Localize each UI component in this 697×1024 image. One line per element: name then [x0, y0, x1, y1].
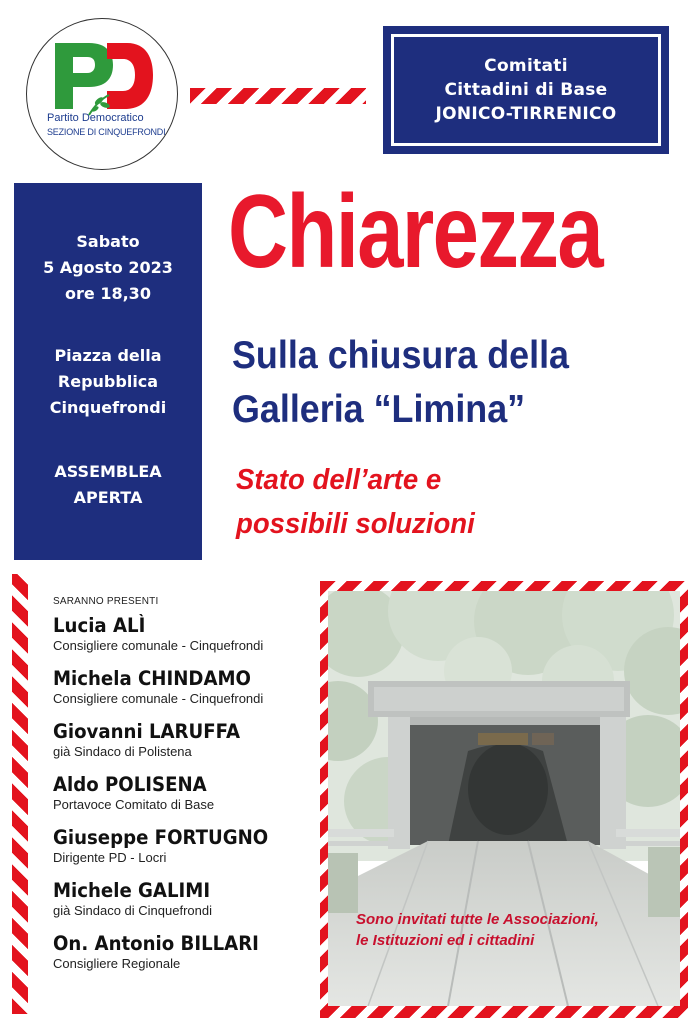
guest-item [53, 667, 266, 707]
comitati-line-3: JONICO-TIRRENICO [435, 104, 617, 124]
event-info-box [14, 183, 202, 560]
comitati-frame [391, 34, 661, 146]
logo-party-name: Partito Democratico [47, 112, 144, 124]
guest-name: Michela CHINDAMO [53, 667, 251, 690]
guest-name: Aldo POLISENA [53, 773, 207, 796]
hazard-stripe-left [12, 574, 28, 1014]
tagline-line-1: Stato dell’arte e [236, 464, 442, 496]
guest-item [53, 879, 222, 919]
comitati-box [383, 26, 669, 154]
comitati-line-2: Cittadini di Base [444, 80, 608, 100]
guest-name: Michele GALIMI [53, 879, 211, 902]
hazard-stripe-top [190, 88, 366, 104]
guest-name: Lucia ALÌ [53, 614, 146, 637]
guest-item [53, 826, 284, 866]
guests-heading: SARANNO PRESENTI [53, 596, 159, 607]
guest-item [53, 720, 254, 760]
tunnel-photo [328, 591, 680, 1006]
event-place-line-1: Piazza della [54, 346, 162, 365]
event-place-line-3: Cinquefrondi [49, 398, 167, 417]
comitati-line-1: Comitati [484, 56, 568, 76]
headline: Chiarezza [228, 174, 603, 290]
tagline-line-2: possibili soluzioni [236, 508, 475, 540]
event-datetime [14, 229, 202, 307]
event-time: ore 18,30 [65, 284, 151, 303]
invite-line-2: le Istituzioni ed i cittadini [356, 932, 535, 949]
event-type-line-2: APERTA [73, 488, 143, 507]
guest-role: Dirigente PD - Locri [53, 850, 167, 865]
event-place-line-2: Repubblica [57, 372, 159, 391]
guest-item [53, 932, 274, 972]
guest-name: Giovanni LARUFFA [53, 720, 240, 743]
subhead-line-1: Sulla chiusura della [232, 334, 569, 377]
guest-role: già Sindaco di Polistena [53, 744, 192, 759]
pd-logo-mark-icon [49, 35, 157, 119]
event-place [14, 343, 202, 421]
pd-logo [26, 18, 178, 170]
guest-item [53, 614, 263, 654]
subhead-line-2: Galleria “Limina” [232, 388, 526, 431]
guest-name: On. Antonio BILLARI [53, 932, 259, 955]
event-type-line-1: ASSEMBLEA [54, 462, 162, 481]
event-date: 5 Agosto 2023 [43, 258, 173, 277]
event-day: Sabato [76, 232, 140, 251]
event-type [14, 459, 202, 511]
invite-line-1: Sono invitati tutte le Associazioni, [356, 911, 599, 928]
logo-section-name: SEZIONE DI CINQUEFRONDI [47, 127, 166, 137]
guest-role: Consigliere comunale - Cinquefrondi [53, 638, 264, 653]
guest-role: già Sindaco di Cinquefrondi [53, 903, 212, 918]
guest-role: Consigliere Regionale [53, 956, 181, 971]
photo-frame [320, 581, 688, 1018]
guest-item [53, 773, 218, 813]
guest-name: Giuseppe FORTUGNO [53, 826, 269, 849]
guest-role: Consigliere comunale - Cinquefrondi [53, 691, 264, 706]
guest-role: Portavoce Comitato di Base [53, 797, 215, 812]
